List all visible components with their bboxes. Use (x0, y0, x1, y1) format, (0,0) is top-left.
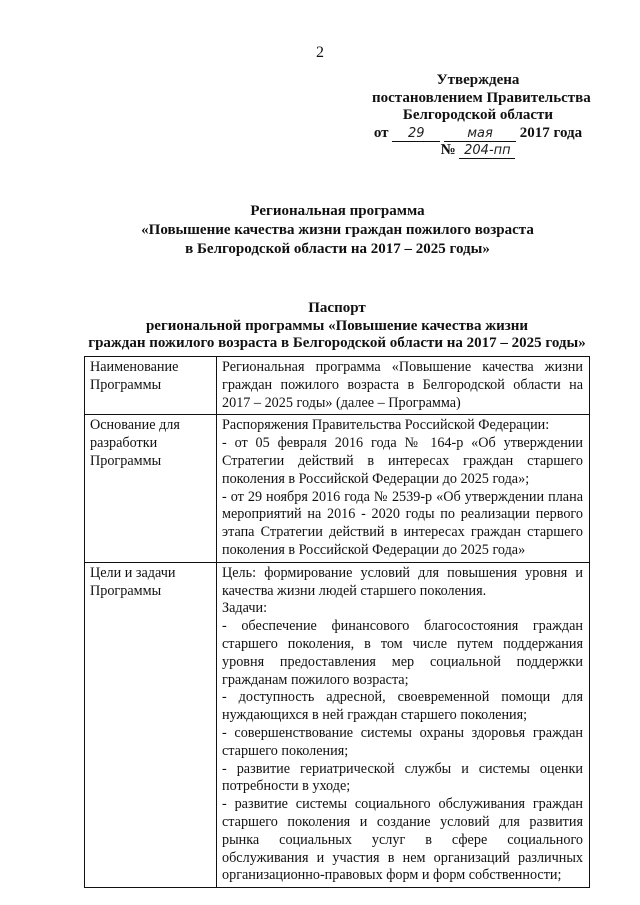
row-paragraph: Распоряжения Правительства Российской Федерации: (222, 417, 550, 434)
approval-line-3: Белгородской области (402, 107, 554, 123)
program-title (100, 202, 575, 259)
approval-date-line (372, 125, 584, 143)
row-paragraph: Цель: формирование условий для повышения уровня и качества жизни людей старшего поколения. (222, 564, 583, 599)
approval-number-line (372, 142, 584, 160)
table-row (85, 415, 590, 562)
number-sign: № (440, 142, 456, 158)
row-paragraph: - доступность адресной, своевременной помощи для нуждающихся в ней граждан старшего поколения; (222, 689, 583, 724)
row-paragraph: - от 05 февраля 2016 года № 164-р «Об утверждении Стратегии действий в интересах граждан старшего поколения в Российской Федерации до 2025 года»; (222, 435, 583, 487)
date-year: 2017 года (519, 124, 583, 141)
row-paragraph: - развитие гериатрической службы и системы оценки потребности в уходе; (222, 760, 583, 795)
row-label: Основание для разработки Программы (85, 415, 217, 562)
row-paragraph: - от 29 ноября 2016 года № 2539-р «Об утверждении плана мероприятий на 2016 - 2020 годы по реализации первого этапа Стратегии действий в интересах граждан старшего поколения в Российской Федерации до 2025 года» (222, 488, 583, 558)
passport-title-line-3: граждан пожилого возраста в Белгородской области на 2017 – 2025 годы» (88, 335, 586, 351)
program-title-line-2: «Повышение качества жизни граждан пожилого возраста (141, 222, 534, 238)
passport-title-line-1: Паспорт (308, 300, 366, 316)
row-paragraph: - совершенствование системы охраны здоровья граждан старшего поколения; (222, 724, 583, 759)
date-month: мая (444, 127, 516, 142)
approval-line-1: Утверждена (436, 72, 520, 88)
date-prefix: от (373, 124, 389, 141)
program-title-line-1: Региональная программа (250, 203, 425, 219)
row-paragraph: Региональная программа «Повышение качества жизни граждан пожилого возраста в Белгородской области на 2017 – 2025 годы» (далее – Программа) (222, 359, 583, 411)
row-paragraph: - развитие системы социального обслуживания граждан старшего поколения и создание условий для развития рынка социальных услуг в сфере социального обслуживания и участия в нем организаций различных организационно-правовых форм и форм собственности; (222, 796, 583, 884)
table-row (85, 562, 590, 887)
document-number: 204-пп (459, 144, 515, 159)
row-label: Цели и задачи Программы (85, 562, 217, 887)
passport-table (84, 356, 590, 888)
passport-table-body (85, 357, 590, 888)
row-label: Наименование Программы (85, 357, 217, 415)
approval-line-2: постановлением Правительства (372, 89, 591, 106)
approval-stamp (372, 72, 591, 160)
row-paragraph: - обеспечение финансового благосостояния граждан старшего поколения, в том числе путем поддержания уровня предоставления мер социальной поддержки гражданам пожилого возраста; (222, 618, 583, 688)
date-day: 29 (392, 127, 440, 142)
table-row (85, 357, 590, 415)
row-content (217, 415, 590, 562)
passport-title (82, 300, 592, 353)
row-content (217, 357, 590, 415)
page-number: 2 (316, 44, 324, 61)
row-content (217, 562, 590, 887)
program-title-line-3: в Белгородской области на 2017 – 2025 годы» (185, 241, 490, 257)
row-paragraph: Задачи: (222, 600, 268, 617)
passport-title-line-2: региональной программы «Повышение качества жизни (145, 317, 529, 334)
